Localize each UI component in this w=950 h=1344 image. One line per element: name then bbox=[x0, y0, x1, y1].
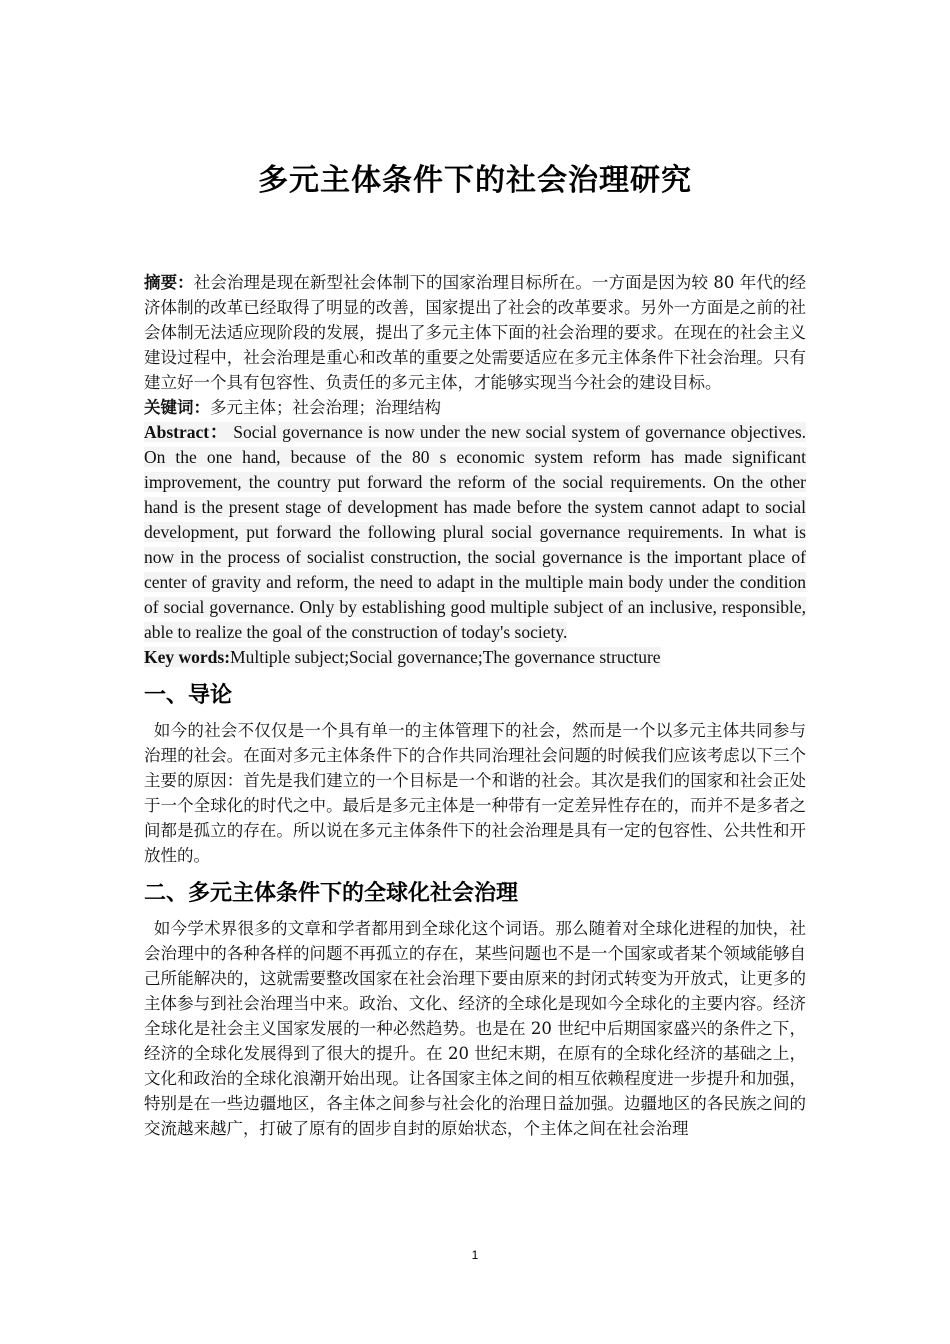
keywords-cn-text: 多元主体；社会治理；治理结构 bbox=[210, 398, 441, 417]
section2-paragraph: 如今学术界很多的文章和学者都用到全球化这个词语。那么随着对全球化进程的加快，社会治理中的各种各样的问题不再孤立的存在，某些问题也不是一个国家或者某个领域能够自己所能解决的，这就需要整改国家在社会治理下要由原来的封闭式转变为开放式，让更多的主体参与到社会治理当中来。政治、文化、经济的全球化是现如今全球化的主要内容。经济全球化是社会主义国家发展的一种必然趋势。也是在 20 世纪中后期国家盛兴的条件之下，经济的全球化发展得到了很大的提升。在 20 世纪末期，在原有的全球化经济的基础之上，文化和政治的全球化浪潮开始出现。让各国家主体之间的相互依赖程度进一步提升和加强，特别是在一些边疆地区，各主体之间参与社会化的治理日益加强。边疆地区的各民族之间的交流越来越广，打破了原有的固步自封的原始状态，个主体之间在社会治理 bbox=[144, 919, 806, 1138]
keywords-en-label: Key words: bbox=[144, 647, 231, 667]
abstract-cn-text: 社会治理是现在新型社会体制下的国家治理目标所在。一方面是因为较 80 年代的经济体制的改革已经取得了明显的改善，国家提出了社会的改革要求。另外一方面是之前的社会体制无法适应现阶段的发展，提出了多元主体下面的社会治理的要求。在现在的社会主义建设过程中，社会治理是重心和改革的重要之处需要适应在多元主体条件下社会治理。只有建立好一个具有包容性、负责任的多元主体，才能够实现当今社会的建设目标。 bbox=[144, 273, 806, 392]
keywords-en bbox=[144, 645, 806, 670]
section2-heading: 二、多元主体条件下的全球化社会治理 bbox=[144, 881, 519, 906]
document-title: 多元主体条件下的社会治理研究 bbox=[258, 163, 692, 198]
page-number: 1 bbox=[471, 1248, 479, 1262]
section1-heading: 一、导论 bbox=[144, 683, 233, 708]
abstract-en bbox=[144, 420, 806, 645]
section1-paragraph: 如今的社会不仅仅是一个具有单一的主体管理下的社会，然而是一个以多元主体共同参与治理的社会。在面对多元主体条件下的合作共同治理社会问题的时候我们应该考虑以下三个主要的原因：首先是我们建立的一个目标是一个和谐的社会。其次是我们的国家和社会正处于一个全球化的时代之中。最后是多元主体是一种带有一定差异性存在的，而并不是多者之间都是孤立的存在。所以说在多元主体条件下的社会治理是具有一定的包容性、公共性和开放性的。 bbox=[144, 721, 806, 865]
document-body bbox=[144, 270, 806, 1141]
abstract-cn bbox=[144, 270, 806, 395]
keywords-cn-label: 关键词： bbox=[144, 398, 210, 417]
keywords-en-text: Multiple subject;Social governance;The governance structure bbox=[230, 647, 661, 667]
abstract-en-label: Abstract： bbox=[144, 422, 229, 442]
keywords-cn bbox=[144, 395, 806, 420]
abstract-cn-label: 摘要： bbox=[144, 273, 194, 292]
abstract-en-text: Social governance is now under the new social system of governance objectives. On the one hand, because of the 80 s economic system reform has made significant improvement, the country put forward the reform of the social requirements. On the other hand is the present stage of development has made before the system cannot adapt to social development, put forward the following plural social governance requirements. In what is now in the process of socialist construction, the social governance is the important place of center of gravity and reform, the need to adapt in the multiple main body under the condition of social governance. Only by establishing good multiple subject of an inclusive, responsible, able to realize the goal of the construction of today's society. bbox=[144, 422, 807, 642]
